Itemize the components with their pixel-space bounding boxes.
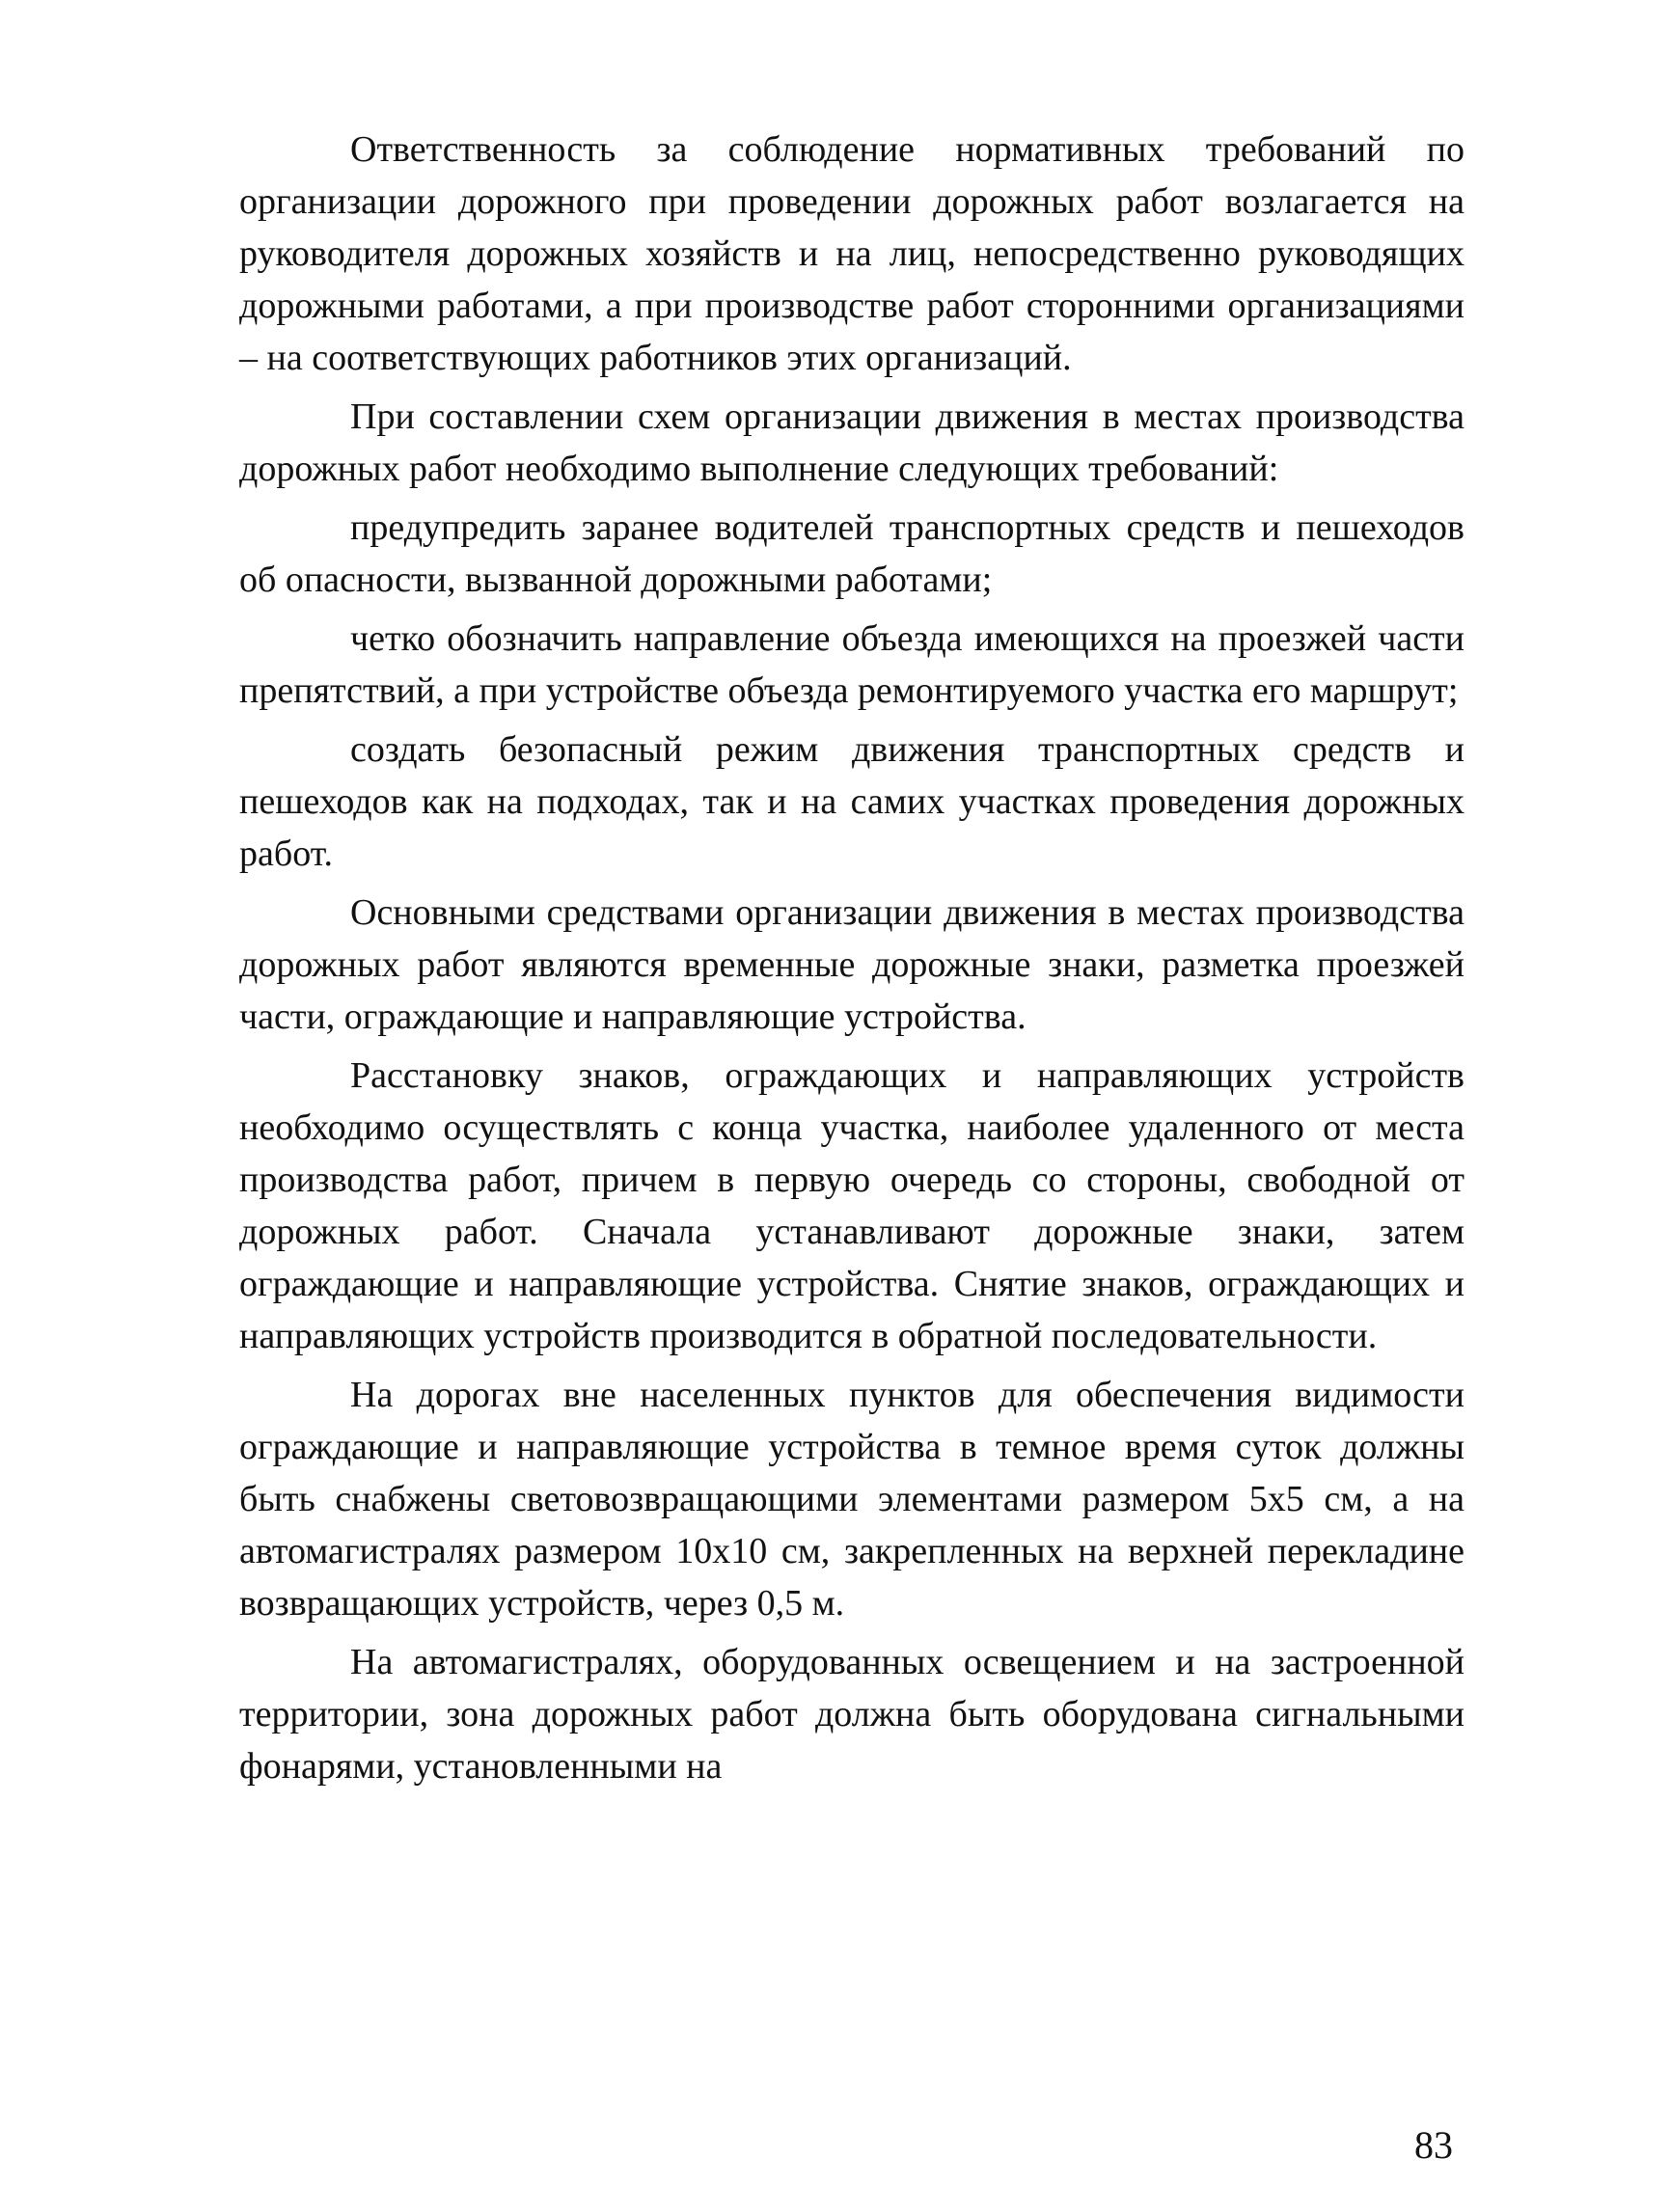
paragraph-main-means: Основными средствами организации движения в местах производства дорожных работ являются временные дорожные знаки, разметка проезжей части, ограждающие и направляющие устройства. [239, 892, 1465, 1037]
paragraph-safe-mode: создать безопасный режим движения транспортных средств и пешеходов как на подходах, так и на самих участках проведения дорожных работ. [239, 729, 1465, 874]
paragraph-signal-lights: На автомагистралях, оборудованных освещением и на застроенной территории, зона дорожных работ должна быть оборудована сигнальными фонарями, установленными на [239, 1642, 1465, 1787]
paragraph-responsibility: Ответственность за соблюдение нормативных требований по организации дорожного при проведении дорожных работ возлагается на руководителя дорожных хозяйств и на лиц, непосредственно руководящих дорожными работами, а при производстве работ сторонними организациями – на соответствующих работников этих организаций. [239, 129, 1465, 378]
paragraph-scheme-requirements: При составлении схем организации движения в местах производства дорожных работ необходимо выполнение следующих требований: [239, 396, 1465, 489]
paragraph-warn-drivers: предупредить заранее водителей транспортных средств и пешеходов об опасности, вызванной дорожными работами; [239, 507, 1465, 600]
page-body [239, 123, 1465, 1799]
paragraph-sign-placement: Расстановку знаков, ограждающих и направляющих устройств необходимо осуществлять с конца участка, наиболее удаленного от места производства работ, причем в первую очередь со стороны, свободной от дорожных работ. Сначала устанавливают дорожные знаки, затем ограждающие и направляющие устройства. Снятие знаков, ограждающих и направляющих устройств производится в обратной последовательности. [239, 1055, 1465, 1356]
paragraph-mark-detour: четко обозначить направление объезда имеющихся на проезжей части препятствий, а при устройстве объезда ремонтируемого участка его маршрут; [239, 618, 1465, 711]
page-number: 83 [1414, 2123, 1453, 2167]
paragraph-retroreflective: На дорогах вне населенных пунктов для обеспечения видимости ограждающие и направляющие устройства в темное время суток должны быть снабжены световозвращающими элементами размером 5x5 см, а на автомагистралях размером 10x10 см, закрепленных на верхней перекладине возвращающих устройств, через 0,5 м. [239, 1375, 1465, 1624]
